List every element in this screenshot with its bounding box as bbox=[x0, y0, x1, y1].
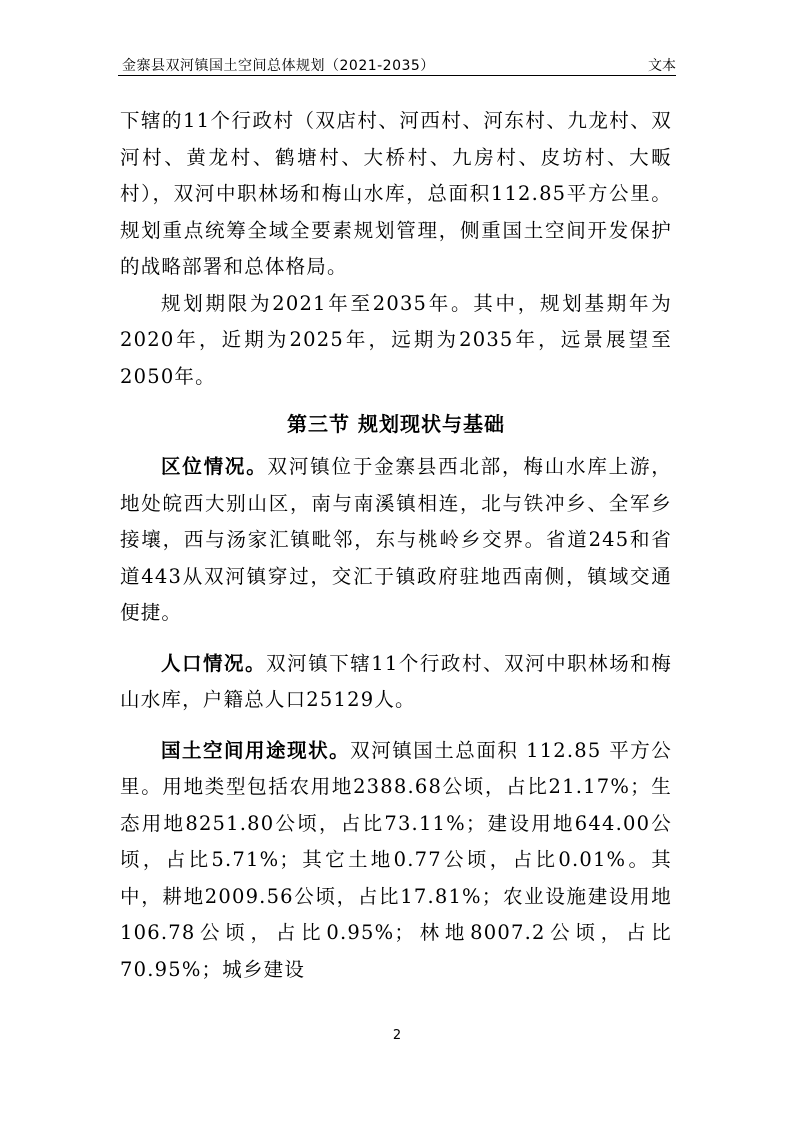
paragraph-population bbox=[120, 646, 672, 719]
population-lead: 人口情况。 bbox=[160, 651, 267, 675]
document-body bbox=[120, 103, 672, 988]
page-header bbox=[118, 53, 676, 76]
paragraph-land-use bbox=[120, 733, 672, 989]
document-title: 金寨县双河镇国土空间总体规划（2021-2035） bbox=[122, 58, 435, 74]
location-text: 双河镇位于金寨县西北部，梅山水库上游，地处皖西大别山区，南与南溪镇相连，北与铁冲乡、全军乡接壤，西与汤家汇镇毗邻，东与桃岭乡交界。省道245和省道443从双河镇穿过，交汇于镇政府驻地西南侧，镇域交通便捷。 bbox=[120, 455, 672, 624]
paragraph-location bbox=[120, 449, 672, 632]
paragraph-scope: 下辖的11个行政村（双店村、河西村、河东村、九龙村、双河村、黄龙村、鹤塘村、大桥村、九房村、皮坊村、大畈村），双河中职林场和梅山水库，总面积112.85平方公里。规划重点统筹全域全要素规划管理，侧重国土空间开发保护的战略部署和总体格局。 bbox=[120, 109, 672, 278]
page-number: 2 bbox=[392, 1028, 402, 1043]
land-use-text: 双河镇国土总面积 112.85 平方公里。用地类型包括农用地2388.68公顷，占比21.17%；生态用地8251.80公顷，占比73.11%；建设用地644.00公顷，占比5.71%；其它土地0.77公顷，占比0.01%。其中，耕地2009.56公顷，占比17.81%；农业设施建设用地106.78公顷，占比0.95%；林地8007.2公顷，占比70.95%；城乡建设 bbox=[120, 738, 672, 981]
paragraph-planning-period: 规划期限为2021年至2035年。其中，规划基期年为2020年，近期为2025年，远期为2035年，远景展望至2050年。 bbox=[120, 291, 672, 388]
location-lead: 区位情况。 bbox=[160, 455, 268, 478]
land-use-lead: 国土空间用途现状。 bbox=[160, 738, 351, 762]
section-title: 第三节 规划现状与基础 bbox=[287, 412, 505, 436]
document-type-label: 文本 bbox=[648, 58, 676, 74]
population-text: 双河镇下辖11个行政村、双河中职林场和梅山水库，户籍总人口25129人。 bbox=[120, 651, 672, 711]
